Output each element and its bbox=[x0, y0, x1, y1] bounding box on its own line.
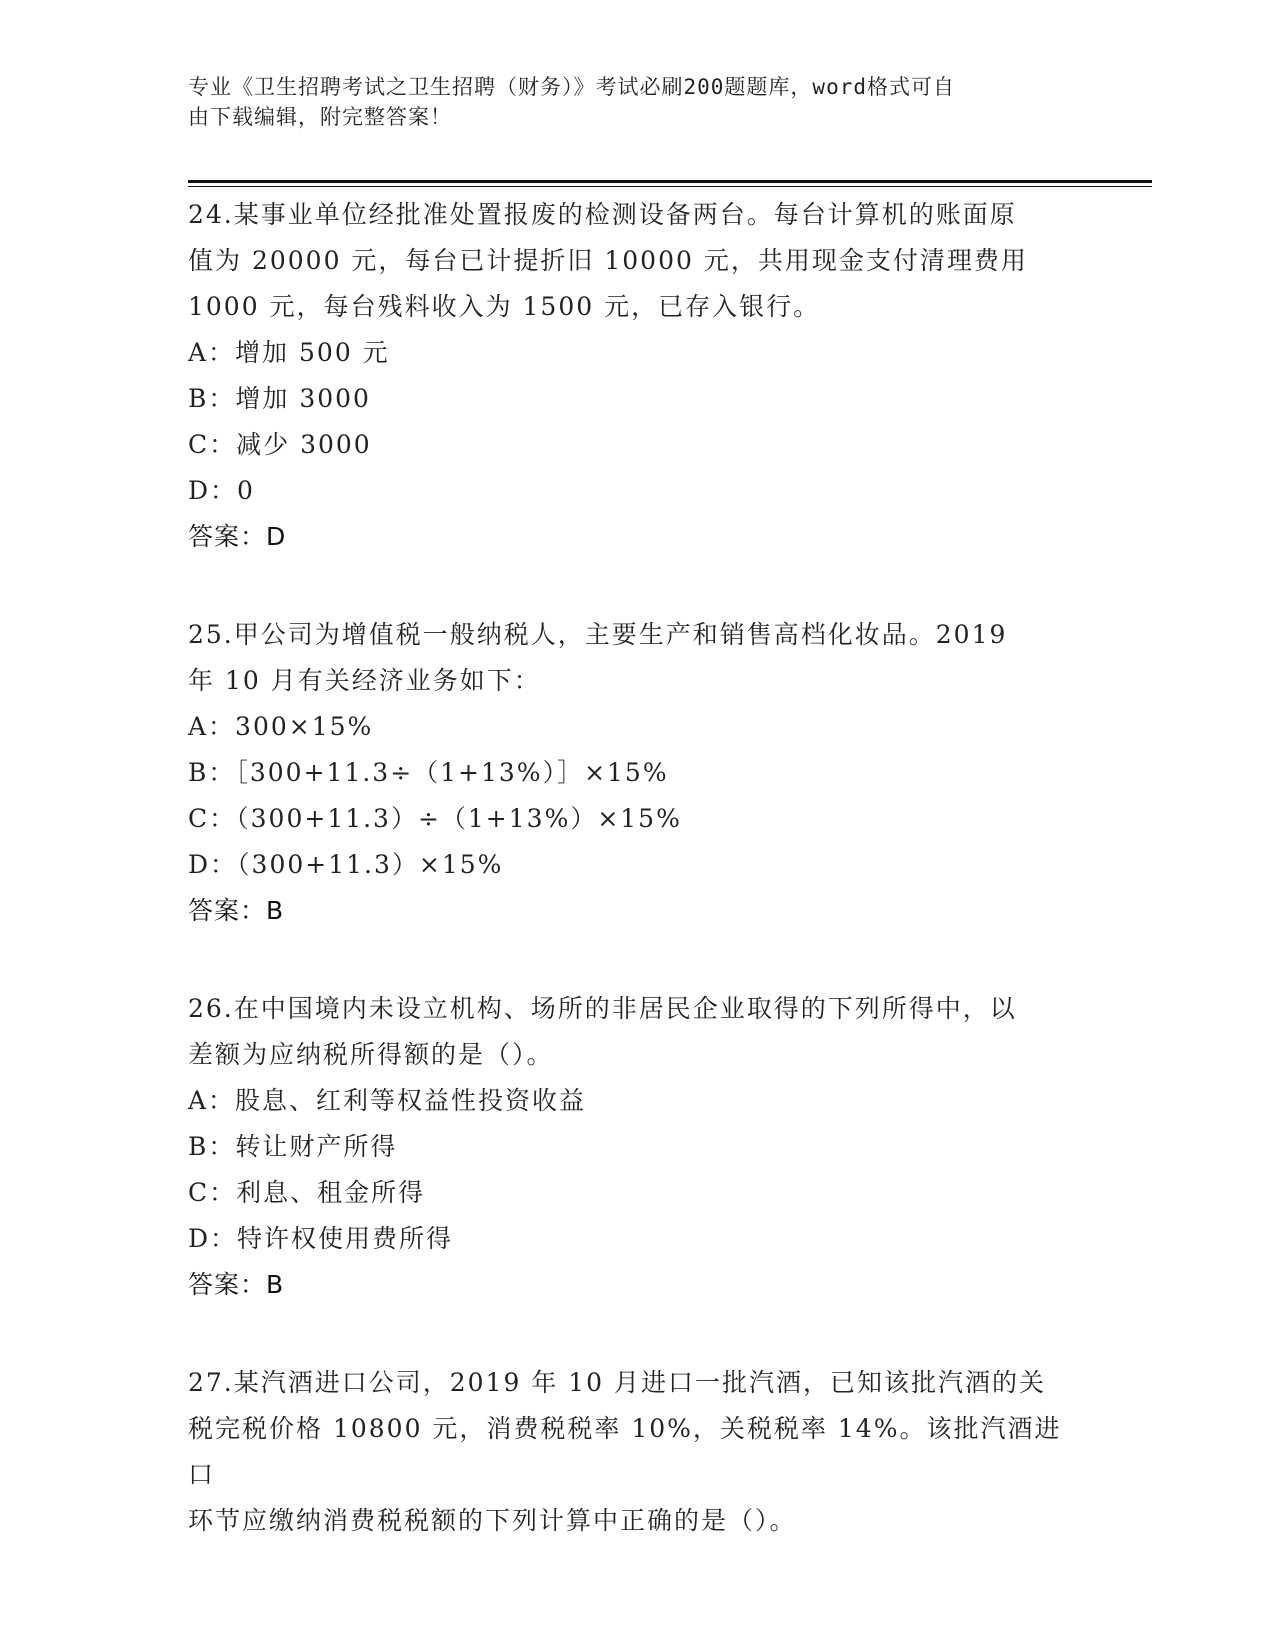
question-24 bbox=[188, 192, 1088, 560]
option-d: D：（300+11.3）×15% bbox=[188, 850, 504, 879]
option-c: C：减少 3000 bbox=[188, 430, 372, 459]
question-stem-line: 环节应缴纳消费税税额的下列计算中正确的是（）。 bbox=[188, 1506, 797, 1535]
question-27 bbox=[188, 1360, 1088, 1544]
option-d: D：0 bbox=[188, 476, 255, 505]
question-26 bbox=[188, 986, 1088, 1308]
option-b: B：转让财产所得 bbox=[188, 1132, 398, 1161]
answer-label: 答案：B bbox=[188, 896, 285, 925]
answer-label: 答案：B bbox=[188, 1270, 285, 1299]
option-a: A：股息、红利等权益性投资收益 bbox=[188, 1086, 587, 1115]
option-c: C：（300+11.3）÷（1+13%）×15% bbox=[188, 804, 682, 833]
option-a: A：增加 500 元 bbox=[188, 338, 390, 367]
header-divider-thick bbox=[188, 180, 1152, 183]
option-b: B：［300+11.3÷（1+13%）］×15% bbox=[188, 758, 669, 787]
question-stem-line: 年 10 月有关经济业务如下： bbox=[188, 666, 541, 695]
question-stem-line: 税完税价格 10800 元，消费税税率 10%，关税税率 14%。该批汽酒进口 bbox=[188, 1414, 1062, 1489]
question-stem-line: 24.某事业单位经批准处置报废的检测设备两台。每台计算机的账面原 bbox=[188, 200, 1017, 229]
question-stem-line: 25.甲公司为增值税一般纳税人，主要生产和销售高档化妆品。2019 bbox=[188, 620, 1008, 649]
answer-label: 答案：D bbox=[188, 522, 287, 551]
question-list bbox=[188, 192, 1088, 1596]
header-line-1: 专业《卫生招聘考试之卫生招聘（财务）》考试必刷200题题库，word格式可自 bbox=[188, 75, 955, 99]
question-stem-line: 1000 元，每台残料收入为 1500 元，已存入银行。 bbox=[188, 292, 821, 321]
question-stem-line: 26.在中国境内未设立机构、场所的非居民企业取得的下列所得中，以 bbox=[188, 994, 1017, 1023]
question-25 bbox=[188, 612, 1088, 934]
option-c: C：利息、租金所得 bbox=[188, 1178, 426, 1207]
question-stem-line: 值为 20000 元，每台已计提折旧 10000 元，共用现金支付清理费用 bbox=[188, 246, 1028, 275]
question-stem-line: 27.某汽酒进口公司，2019 年 10 月进口一批汽酒，已知该批汽酒的关 bbox=[188, 1368, 1047, 1397]
header-line-2: 由下载编辑，附完整答案！ bbox=[188, 105, 452, 129]
option-b: B：增加 3000 bbox=[188, 384, 371, 413]
option-a: A：300×15% bbox=[188, 712, 374, 741]
option-d: D：特许权使用费所得 bbox=[188, 1224, 454, 1253]
document-header bbox=[188, 72, 1078, 132]
question-stem-line: 差额为应纳税所得额的是（）。 bbox=[188, 1040, 554, 1069]
header-divider-thin bbox=[188, 186, 1152, 187]
